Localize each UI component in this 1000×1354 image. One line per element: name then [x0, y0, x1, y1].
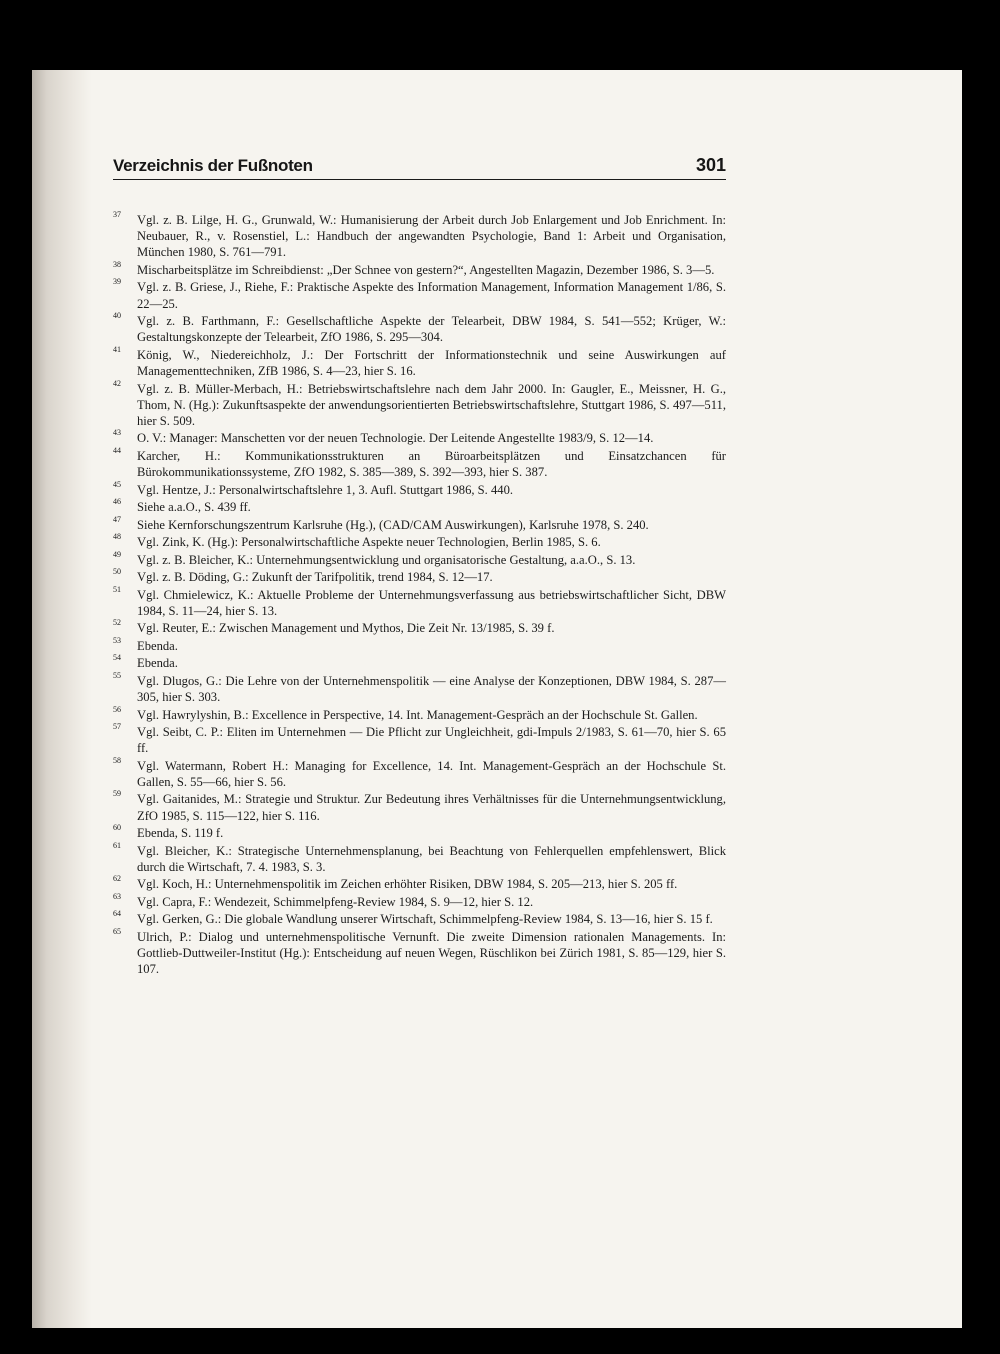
footnote-number: 55: [113, 670, 121, 680]
footnote-item: [113, 534, 726, 550]
footnote-item: [113, 891, 726, 910]
page-number: 301: [695, 155, 726, 175]
footnote-item: [113, 549, 726, 568]
footnote-text: Vgl. Gerken, G.: Die globale Wandlung unserer Wirtschaft, Schimmelpfeng-Review 1984, S. 13—16, hier S. 15 f.: [137, 912, 713, 927]
footnote-item: [113, 755, 726, 790]
footnote-item: [113, 499, 726, 515]
footnote-item: [113, 670, 726, 705]
footnote-item: [113, 876, 726, 892]
footnote-number: 46: [113, 497, 121, 507]
footnote-number: 49: [113, 549, 121, 559]
footnote-item: [113, 514, 726, 533]
footnote-number: 47: [113, 514, 121, 524]
footnote-text: Vgl. Dlugos, G.: Die Lehre von der Unternehmenspolitik — eine Analyse der Konzeptionen, DBW 1984, S. 287—305, hier S. 303.: [137, 673, 726, 705]
footnote-list: [113, 212, 726, 979]
footnote-number: 51: [113, 584, 121, 594]
footnote-number: 38: [113, 259, 121, 269]
footnote-text: Vgl. Reuter, E.: Zwischen Management und Mythos, Die Zeit Nr. 13/1985, S. 39 f.: [137, 621, 555, 636]
footnote-number: 57: [113, 722, 121, 732]
footnote-number: 60: [113, 823, 121, 833]
footnote-text: Vgl. Bleicher, K.: Strategische Unternehmensplanung, bei Beachtung von Fehlerquellen empfehlenswert, Blick durch die Wirtschaft, 7. 4. 1983, S. 3.: [137, 843, 726, 874]
footnote-item: [113, 584, 726, 619]
footnote-number: 56: [113, 704, 121, 714]
footnote-number: 43: [113, 428, 121, 438]
footnote-text: Vgl. z. B. Griese, J., Riehe, F.: Praktische Aspekte des Information Management, Information Management 1/86, S. 22—25.: [137, 280, 726, 311]
footnote-text: Vgl. Capra, F.: Wendezeit, Schimmelpfeng-Review 1984, S. 9—12, hier S. 12.: [137, 894, 534, 909]
footnote-text: Vgl. Watermann, Robert H.: Managing for Excellence, 14. Int. Management-Gespräch an der Hochschule St. Gallen, S. 55—66, hier S. 56.: [137, 758, 726, 789]
chapter-title: Verzeichnis der Fußnoten: [113, 156, 313, 175]
footnote-text: Vgl. z. B. Bleicher, K.: Unternehmungsentwicklung und organisatorische Gestaltung, a.a.O., S. 13.: [137, 552, 636, 567]
footnote-item: [113, 911, 726, 927]
footnote-text: Ebenda.: [137, 656, 178, 671]
footnote-number: 62: [113, 874, 121, 884]
footnote-item: [113, 378, 726, 430]
footnote-text: Vgl. z. B. Döding, G.: Zukunft der Tarifpolitik, trend 1984, S. 12—17.: [137, 570, 493, 585]
footnote-text: Vgl. Hawrylyshin, B.: Excellence in Perspective, 14. Int. Management-Gespräch an der Hochschule St. Gallen.: [137, 707, 698, 722]
footnote-number: 59: [113, 789, 121, 799]
footnote-item: [113, 445, 726, 480]
footnote-text: Vgl. Gaitanides, M.: Strategie und Struktur. Zur Bedeutung ihres Verhältnisses für die Unternehmungsentwicklung, ZfO 1985, S. 115—122, hier S. 116.: [137, 792, 726, 823]
footnote-number: 64: [113, 909, 121, 919]
footnote-number: 63: [113, 891, 121, 901]
footnote-text: Vgl. Hentze, J.: Personalwirtschaftslehre 1, 3. Aufl. Stuttgart 1986, S. 440.: [137, 482, 514, 497]
footnote-number: 61: [113, 840, 121, 850]
footnote-text: Karcher, H.: Kommunikationsstrukturen an Büroarbeitsplätzen und Einsatzchancen für Bürokommunikationssysteme, ZfO 1982, S. 385—389, S. 392—393, hier S. 387.: [137, 448, 726, 480]
footnote-number: 39: [113, 277, 121, 287]
footnote-text: Ebenda.: [137, 638, 178, 653]
footnote-number: 48: [113, 532, 121, 542]
footnote-item: [113, 655, 726, 671]
footnote-item: [113, 259, 726, 278]
footnote-number: 54: [113, 653, 121, 663]
footnote-text: O. V.: Manager: Manschetten vor der neuen Technologie. Der Leitende Angestellte 1983/9, S. 12—14.: [137, 431, 654, 446]
running-head: [113, 155, 726, 180]
footnote-number: 40: [113, 311, 121, 321]
footnote-number: 42: [113, 378, 121, 388]
footnote-number: 58: [113, 755, 121, 765]
footnote-text: Ebenda, S. 119 f.: [137, 826, 224, 841]
footnote-text: Ulrich, P.: Dialog und unternehmenspolitische Vernunft. Die zweite Dimension rationalen Managements. In: Gottlieb-Duttweiler-Institut (Hg.): Entscheidung auf neuen Wegen, Rüschlikon bei Zürich 1981, S. 85—129, hier S. 107.: [137, 929, 726, 977]
footnote-item: [113, 825, 726, 841]
footnote-text: Vgl. z. B. Farthmann, F.: Gesellschaftliche Aspekte der Telearbeit, DBW 1984, S. 541—552; Krüger, W.: Gestaltungskonzepte der Telearbeit, ZfO 1986, S. 295—304.: [137, 314, 726, 345]
footnote-text: Mischarbeitsplätze im Schreibdienst: „Der Schnee von gestern?“, Angestellten Magazin, Dezember 1986, S. 3—5.: [137, 262, 715, 277]
footnote-item: [113, 479, 726, 498]
footnote-item: [113, 635, 726, 654]
footnote-item: [113, 569, 726, 585]
footnote-text: König, W., Niedereichholz, J.: Der Fortschritt der Informationstechnik und seine Auswirkungen auf Managementtechniken, ZfB 1986, S. 4—23, hier S. 16.: [137, 347, 726, 379]
footnote-text: Vgl. z. B. Lilge, H. G., Grunwald, W.: Humanisierung der Arbeit durch Job Enlargement und Job Enrichment. In: Neubauer, R., v. Rosenstiel, L.: Handbuch der angewandten Psychologie, Band 1: Arbeit und Organisation, München 1980, S. 761—791.: [137, 213, 726, 260]
footnote-number: 52: [113, 618, 121, 628]
footnote-item: [113, 212, 726, 261]
footnote-item: [113, 926, 726, 978]
footnote-text: Siehe Kernforschungszentrum Karlsruhe (Hg.), (CAD/CAM Auswirkungen), Karlsruhe 1978, S. 240.: [137, 517, 649, 532]
footnote-text: Vgl. Koch, H.: Unternehmenspolitik im Zeichen erhöhter Risiken, DBW 1984, S. 205—213, hier S. 205 ff.: [137, 877, 678, 892]
footnote-item: [113, 430, 726, 446]
page-gutter-shadow: [32, 70, 92, 1328]
footnote-item: [113, 620, 726, 636]
footnote-number: 50: [113, 567, 121, 577]
footnote-item: [113, 279, 726, 311]
footnote-number: 37: [113, 210, 121, 219]
footnote-item: [113, 840, 726, 875]
footnote-text: Vgl. Chmielewicz, K.: Aktuelle Probleme der Unternehmungsverfassung aus betriebswirtschaftlicher Sicht, DBW 1984, S. 11—24, hier S. 13.: [137, 587, 726, 618]
footnote-item: [113, 791, 726, 823]
footnote-text: Vgl. Seibt, C. P.: Eliten im Unternehmen — Die Pflicht zur Ungleichheit, gdi-Impuls 2/1983, S. 61—70, hier S. 65 ff.: [137, 725, 726, 756]
footnote-number: 44: [113, 445, 121, 455]
footnote-item: [113, 344, 726, 379]
footnote-number: 53: [113, 635, 121, 645]
footnote-text: Vgl. Zink, K. (Hg.): Personalwirtschaftliche Aspekte neuer Technologien, Berlin 1985, S. 6.: [137, 535, 601, 550]
footnote-number: 65: [113, 926, 121, 936]
footnote-text: Siehe a.a.O., S. 439 ff.: [137, 500, 251, 515]
footnote-number: 45: [113, 479, 121, 489]
footnote-item: [113, 724, 726, 756]
footnote-item: [113, 313, 726, 345]
footnote-number: 41: [113, 344, 121, 354]
footnote-item: [113, 704, 726, 723]
footnote-text: Vgl. z. B. Müller-Merbach, H.: Betriebswirtschaftslehre nach dem Jahr 2000. In: Gaugler, E., Meissner, H. G., Thom, N. (Hg.): Zukunftsaspekte der anwendungsorientierten Betriebswirtschaftslehre, Stuttgart 1986, S. 497—511, hier S. 509.: [137, 381, 726, 428]
